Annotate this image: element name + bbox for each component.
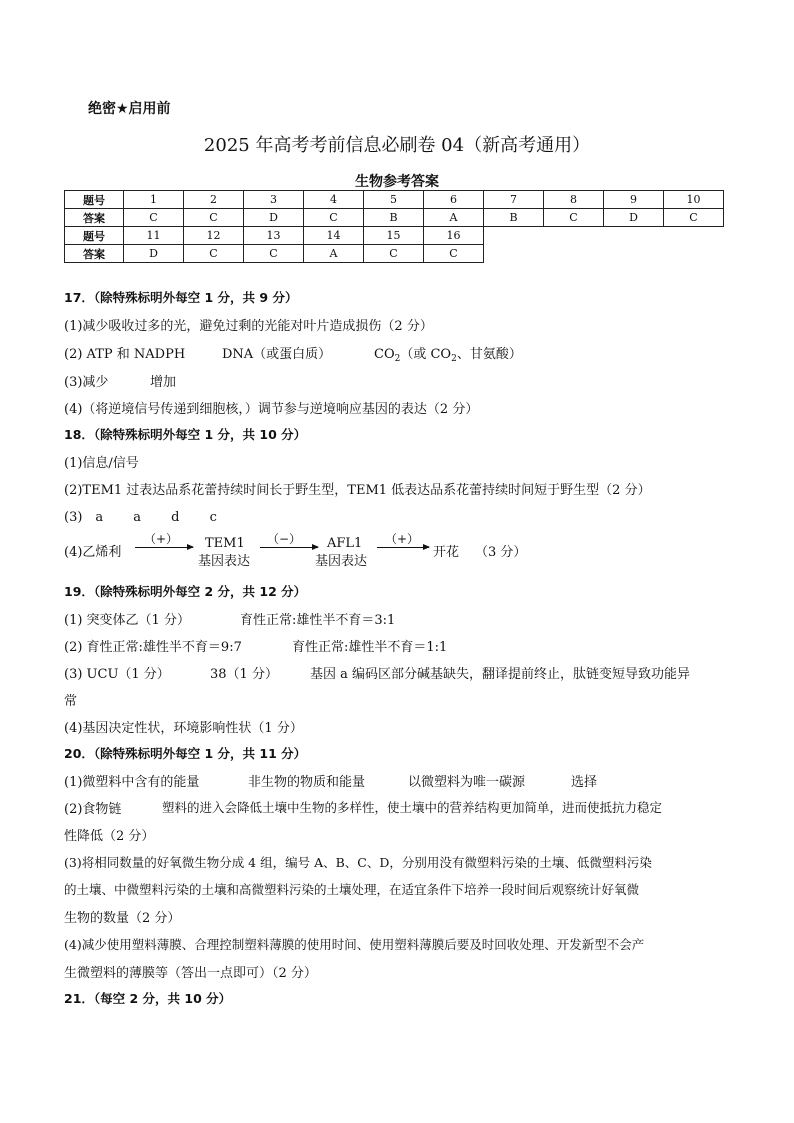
table-cell: 1: [124, 191, 184, 209]
q20-answer-2b: 塑料的进入会降低土壤中生物的多样性，使土壤中的营养结构更加简单，进而使抵抗力稳定: [162, 800, 663, 815]
q20-answer-3b: 的土壤、中微塑料污染的土壤和高微塑料污染的土壤处理，在适宜条件下培养一段时间后观察统计好氧微: [64, 882, 640, 897]
q17-answer-2c: $CO_2$（或 $CO_2$、甘氨酸）: [374, 347, 522, 364]
table-cell: C: [364, 245, 424, 263]
row-header: 答案: [65, 245, 124, 263]
q17-answer-3b: 增加: [150, 375, 177, 390]
q20-answer-4b: 生微塑料的薄膜等（答出一点即可）（2 分）: [64, 966, 317, 981]
table-cell: 2: [184, 191, 244, 209]
table-cell: 8: [544, 191, 604, 209]
flow-sign-positive: （+）: [385, 532, 420, 546]
table-cell: A: [304, 245, 364, 263]
q19-answer-3a: (3) UCU（1 分）: [64, 667, 170, 682]
q20-answer-1a: (1)微塑料中含有的能量: [64, 775, 200, 790]
table-row: [65, 245, 724, 263]
table-cell: C: [424, 245, 484, 263]
row-header: 题号: [65, 191, 124, 209]
q18-flow-diagram: [64, 531, 597, 569]
row-header: 题号: [65, 227, 124, 245]
table-cell: 12: [184, 227, 244, 245]
table-cell: 14: [304, 227, 364, 245]
q17-answer-3a: (3)减少: [64, 375, 109, 390]
q19-answer-2b: 育性正常:雄性半不育＝1:1: [292, 640, 448, 655]
q17-answer-4: (4)（将逆境信号传递到细胞核，）调节参与逆境响应基因的表达（2 分）: [64, 402, 479, 417]
table-cell: A: [424, 209, 484, 227]
answer-table: [64, 190, 724, 263]
table-cell: 13: [244, 227, 304, 245]
table-cell: 11: [124, 227, 184, 245]
q21-heading: 21．（每空 2 分，共 10 分）: [64, 991, 232, 1006]
table-cell: C: [244, 245, 304, 263]
arrow-icon: [260, 547, 318, 548]
table-cell: D: [604, 209, 664, 227]
table-cell: 10: [664, 191, 724, 209]
table-row: [65, 191, 724, 209]
table-cell: C: [664, 209, 724, 227]
table-cell: 5: [364, 191, 424, 209]
flow-node-tem1-label: 基因表达: [198, 554, 251, 569]
confidential-mark: 绝密★启用前: [88, 101, 171, 117]
q17-answer-2a: (2) ATP 和 NADPH: [64, 347, 186, 362]
flow-node-afl1-label: 基因表达: [315, 554, 368, 569]
table-cell: C: [184, 209, 244, 227]
q18-answer-2: (2)TEM1 过表达品系花蕾持续时间长于野生型，TEM1 低表达品系花蕾持续时间短于野生型（2 分）: [64, 483, 651, 498]
flow-sign-negative: （−）: [267, 532, 302, 546]
page-subtitle: 生物参考答案: [355, 174, 439, 190]
q20-answer-3c: 生物的数量（2 分）: [64, 911, 181, 926]
q19-heading: 19．（除特殊标明外每空 2 分，共 12 分）: [64, 584, 307, 599]
flow-end: 开花: [433, 545, 460, 560]
table-cell: 3: [244, 191, 304, 209]
q17-answer-2b: DNA（或蛋白质）: [222, 347, 332, 362]
q20-heading: 20．（除特殊标明外每空 1 分，共 11 分）: [64, 746, 307, 761]
table-cell: B: [484, 209, 544, 227]
q17-answer-1: (1)减少吸收过多的光，避免过剩的光能对叶片造成损伤（2 分）: [64, 319, 433, 334]
q18-heading: 18．（除特殊标明外每空 1 分，共 10 分）: [64, 427, 307, 442]
q20-answer-2c: 性降低（2 分）: [64, 829, 155, 844]
table-cell: 16: [424, 227, 484, 245]
row-header: 答案: [65, 209, 124, 227]
table-cell: 15: [364, 227, 424, 245]
table-cell: 9: [604, 191, 664, 209]
table-cell: 6: [424, 191, 484, 209]
q19-answer-1b: 育性正常:雄性半不育＝3:1: [240, 613, 396, 628]
q19-answer-3b: 38（1 分）: [210, 667, 278, 682]
arrow-icon: [377, 547, 429, 548]
q17-heading: 17．（除特殊标明外每空 1 分，共 9 分）: [64, 290, 298, 305]
table-cell: D: [124, 245, 184, 263]
q20-answer-1d: 选择: [571, 775, 598, 790]
q19-answer-3c: 基因 a 编码区部分碱基缺失，翻译提前终止，肽链变短导致功能异: [310, 667, 691, 682]
table-cell: 4: [304, 191, 364, 209]
q20-answer-4a: (4)减少使用塑料薄膜、合理控制塑料薄膜的使用时间、使用塑料薄膜后要及时回收处理、开发新型不会产: [64, 937, 645, 952]
empty-cell: [484, 227, 724, 245]
q18-answer-1: (1)信息/信号: [64, 456, 139, 471]
flow-node-afl1: AFL1: [327, 536, 363, 551]
table-cell: C: [184, 245, 244, 263]
arrow-icon: [135, 547, 193, 548]
q20-answer-1b: 非生物的物质和能量: [248, 775, 366, 790]
table-cell: C: [544, 209, 604, 227]
empty-cell: [484, 245, 724, 263]
page-title: 2025 年高考考前信息必刷卷 04（新高考通用）: [203, 135, 591, 156]
q20-answer-1c: 以微塑料为唯一碳源: [408, 775, 526, 790]
q19-answer-4: (4)基因决定性状，环境影响性状（1 分）: [64, 721, 303, 736]
flow-node-tem1: TEM1: [205, 536, 245, 551]
table-row: [65, 227, 724, 245]
table-cell: 7: [484, 191, 544, 209]
table-cell: C: [304, 209, 364, 227]
table-row: [65, 209, 724, 227]
q19-answer-2a: (2) 育性正常:雄性半不育＝9:7: [64, 640, 242, 655]
flow-start: (4)乙烯利: [64, 545, 122, 560]
q20-answer-2a: (2)食物链: [64, 802, 122, 817]
q19-answer-1a: (1) 突变体乙（1 分）: [64, 613, 190, 628]
q20-answer-3a: (3)将相同数量的好氧微生物分成 4 组，编号 A、B、C、D，分别用没有微塑料污染的土壤、低微塑料污染: [64, 855, 652, 870]
table-cell: B: [364, 209, 424, 227]
q18-answer-3: (3) a a d c: [64, 510, 217, 525]
q19-answer-3d: 常: [64, 694, 78, 709]
flow-sign-positive: （+）: [144, 532, 179, 546]
table-cell: D: [244, 209, 304, 227]
flow-score: （3 分）: [475, 545, 527, 560]
table-cell: C: [124, 209, 184, 227]
